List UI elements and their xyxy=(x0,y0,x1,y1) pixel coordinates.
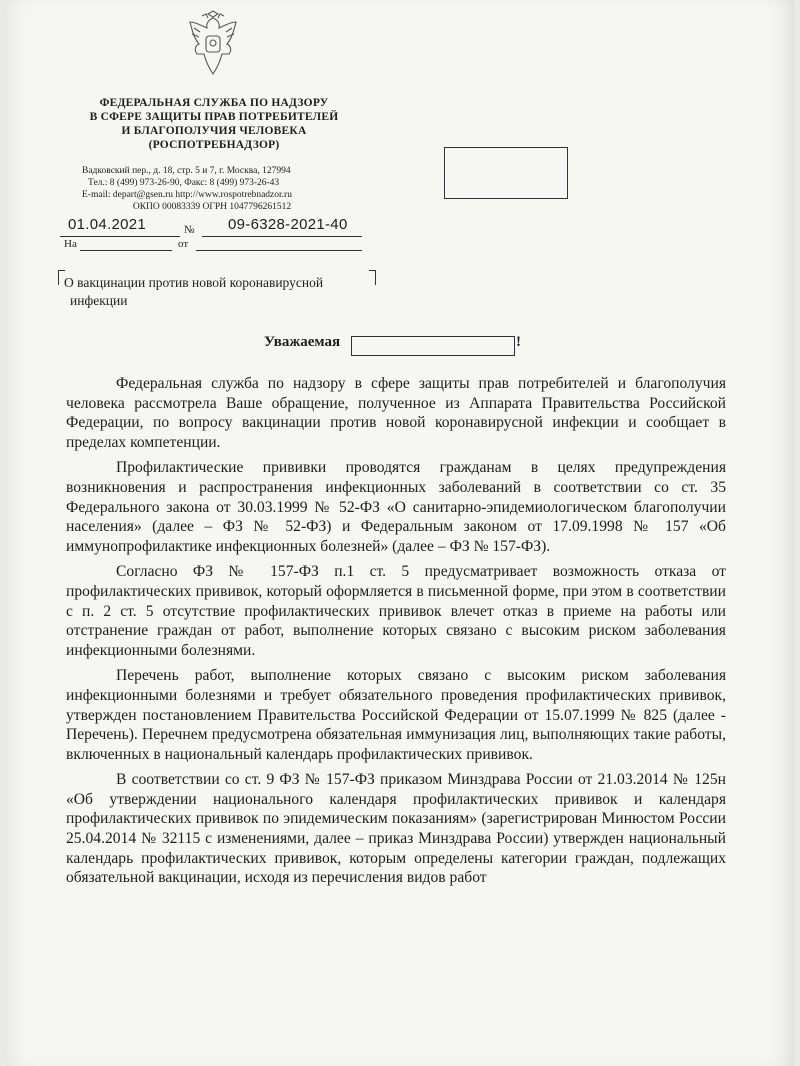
salutation-text: Уважаемая xyxy=(264,334,341,350)
letter-number: 09-6328-2021-40 xyxy=(228,216,348,233)
address-line: Вадковский пер., д. 18, стр. 5 и 7, г. Москва, 127994 xyxy=(82,166,291,176)
letter-subject xyxy=(64,274,384,310)
codes-line: ОКПО 00083339 ОГРН 1047796261512 xyxy=(132,202,292,212)
coat-of-arms-emblem xyxy=(182,10,244,80)
body-paragraph: Перечень работ, выполнение которых связано с высоким риском заболевания инфекционными болезнями и требует обязательного проведения профилактических прививок, утвержден постановлением Правительства Российской Федерации от 15.07.1999 № 825 (далее - Перечень). Перечнем предусмотрена обязательная иммунизация лиц, выполняющих такие работы, включенных в национальный календарь профилактических прививок. xyxy=(66,667,726,763)
number-sign: № xyxy=(184,224,195,236)
email-line: E-mail: depart@gsen.ru http://www.rospotrebnadzor.ru xyxy=(82,190,292,200)
on-label: На xyxy=(64,238,77,250)
on-underline xyxy=(80,250,172,251)
organization-name xyxy=(76,96,352,152)
phone-line: Тел.: 8 (499) 973-26-90, Факс: 8 (499) 973-26-43 xyxy=(88,178,280,188)
contact-block xyxy=(82,165,382,213)
salutation xyxy=(264,334,340,351)
body-paragraph: Профилактические прививки проводятся гражданам в целях предупреждения возникновения и распространения инфекционных заболеваний в соответствии со ст. 35 Федерального закона от 30.03.1999 № 52-ФЗ «О санитарно-эпидемиологическом благополучии населения» (далее – ФЗ № 52-ФЗ) и Федеральным законом от 17.09.1998 № 157 «Об иммунопрофилактике инфекционных болезней» (далее – ФЗ № 157-ФЗ). xyxy=(66,459,726,555)
body-paragraph: В соответствии со ст. 9 ФЗ № 157-ФЗ приказом Минздрава России от 21.03.2014 № 125н «Об утверждении национального календаря профилактических прививок и календаря профилактических прививок по эпидемическим показаниям» (зарегистрирован Минюстом России 25.04.2014 № 32115 с изменениями, далее – приказ Минздрава России) утвержден национальный календарь профилактических прививок, которым определены категории граждан, подлежащих обязательной вакцинации, исходя из перечисления видов работ xyxy=(66,771,726,887)
redacted-addressee xyxy=(444,147,568,199)
date-underline xyxy=(60,236,180,237)
redacted-name xyxy=(351,336,515,356)
subject-line: инфекции xyxy=(70,293,128,308)
salutation-end: ! xyxy=(516,334,521,350)
letter-page xyxy=(6,0,794,1066)
letter-body xyxy=(66,374,726,888)
body-paragraph: Федеральная служба по надзору в сфере защиты прав потребителей и благополучия человека рассмотрела Ваше обращение, полученное из Аппарата Правительства Российской Федерации, по вопросу вакцинации против новой коронавирусной инфекции и сообщает в пределах компетенции. xyxy=(66,375,726,451)
from-label: от xyxy=(178,238,189,250)
number-underline xyxy=(202,236,362,237)
org-line: (РОСПОТРЕБНАДЗОР) xyxy=(148,139,280,151)
body-paragraph: Согласно ФЗ № 157-ФЗ п.1 ст. 5 предусматривает возможность отказа от профилактических прививок, который оформляется в письменной форме, при этом в соответствии с п. 2 ст. 5 отсутствие профилактических прививок влечет отказ в приеме на работы или отстранение граждан от работ, выполнение которых связано с высоким риском заболевания инфекционными болезнями. xyxy=(66,563,726,659)
org-line: В СФЕРЕ ЗАЩИТЫ ПРАВ ПОТРЕБИТЕЛЕЙ xyxy=(89,111,339,123)
org-line: И БЛАГОПОЛУЧИЯ ЧЕЛОВЕКА xyxy=(121,125,307,137)
subject-line: О вакцинации против новой коронавирусной xyxy=(64,275,324,290)
letter-date: 01.04.2021 xyxy=(68,216,147,233)
org-line: ФЕДЕРАЛЬНАЯ СЛУЖБА ПО НАДЗОРУ xyxy=(99,97,329,109)
from-underline xyxy=(196,250,362,251)
